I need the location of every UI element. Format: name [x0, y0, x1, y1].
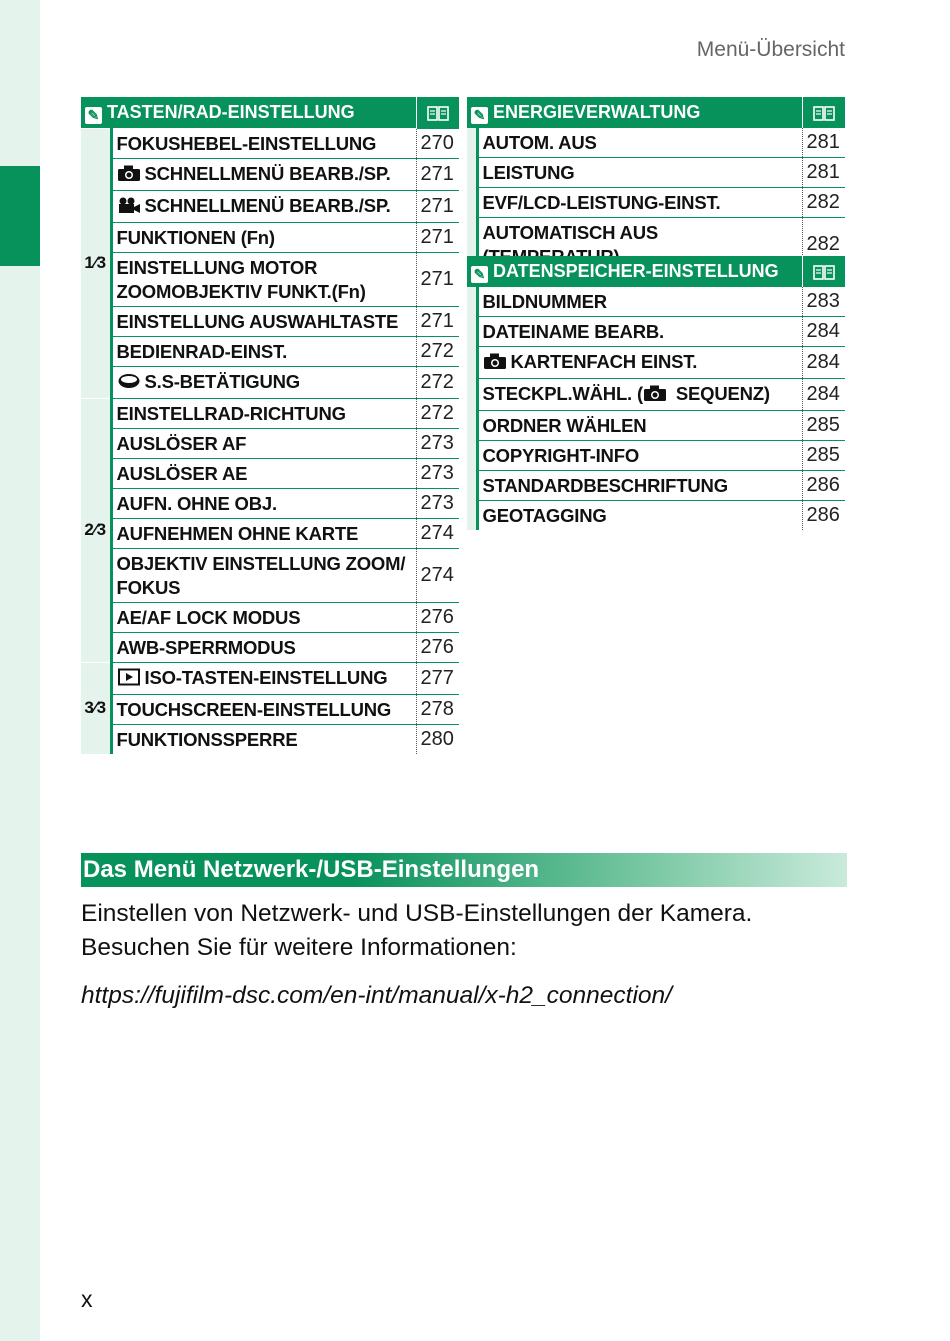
menu-item-label: COPYRIGHT-INFO — [482, 445, 640, 466]
header-label: TASTEN/RAD-EINSTELLUNG — [107, 101, 355, 122]
menu-item-label: KARTENFACH EINST. — [510, 351, 698, 372]
menu-item-label: DATEINAME BEARB. — [482, 321, 664, 342]
page-number: x — [81, 1286, 93, 1312]
menu-table-power — [467, 97, 845, 271]
menu-item-label: STANDARDBESCHRIFTUNG — [482, 475, 728, 496]
menu-item — [477, 128, 802, 158]
page-reference: 284 — [802, 347, 845, 379]
table-row — [81, 662, 459, 694]
menu-item-label: EVF/LCD-LEISTUNG-EINST. — [482, 192, 721, 213]
menu-item — [111, 428, 416, 458]
wrench-icon: ✎ — [85, 107, 102, 124]
menu-item — [111, 366, 416, 398]
page-reference: 274 — [416, 518, 459, 548]
table-side-bar — [467, 287, 477, 530]
menu-item — [477, 379, 802, 411]
table-row — [81, 366, 459, 398]
menu-item-label: BEDIENRAD-EINST. — [116, 340, 288, 362]
menu-item-label: ORDNER WÄHLEN — [482, 415, 647, 436]
menu-item — [477, 158, 802, 188]
page-reference: 271 — [416, 252, 459, 306]
table-row — [81, 398, 459, 428]
page-reference: 272 — [416, 366, 459, 398]
menu-page-indicator: 2⁄3 — [81, 398, 111, 662]
menu-item — [111, 458, 416, 488]
menu-item-label: SCHNELLMENÜ BEARB./SP. — [144, 194, 391, 216]
menu-item — [477, 411, 802, 441]
table-header — [81, 97, 459, 129]
menu-item-label: AUFN. OHNE OBJ. — [116, 492, 277, 514]
menu-item — [477, 347, 802, 379]
table-row — [467, 128, 845, 158]
shutter-dial-icon — [117, 372, 141, 396]
header-label: ENERGIEVERWALTUNG — [493, 101, 701, 122]
menu-page-indicator: 1⁄3 — [81, 129, 111, 399]
wrench-icon: ✎ — [471, 266, 488, 283]
menu-item — [477, 441, 802, 471]
table-header-title — [467, 97, 802, 128]
table-row — [81, 129, 459, 159]
camera-icon — [483, 352, 507, 376]
menu-item-label: EINSTELLRAD-RICHTUNG — [116, 402, 346, 424]
page-reference: 285 — [802, 411, 845, 441]
menu-item-label: AUTOM. AUS — [482, 132, 597, 153]
menu-item-label: FUNKTIONSSPERRE — [116, 728, 298, 750]
menu-item-label: S.S-BETÄTIGUNG — [144, 370, 300, 392]
body-line-1: Einstellen von Netzwerk- und USB-Einstellungen der Kamera. — [81, 900, 753, 927]
table-row — [81, 488, 459, 518]
menu-item-label: LEISTUNG — [482, 162, 575, 183]
menu-item — [111, 158, 416, 190]
wrench-icon: ✎ — [471, 107, 488, 124]
table-row — [81, 222, 459, 252]
table-row — [81, 724, 459, 754]
playback-icon — [117, 668, 141, 692]
page-reference: 282 — [802, 188, 845, 218]
table-row — [467, 411, 845, 441]
menu-page-indicator: 3⁄3 — [81, 662, 111, 754]
table-row — [81, 306, 459, 336]
menu-item-label: AUTOMATISCH AUS — [482, 222, 658, 243]
table-row — [81, 252, 459, 306]
book-icon — [813, 106, 835, 121]
table-row — [467, 441, 845, 471]
table-header-title — [467, 256, 802, 287]
section-body — [81, 897, 861, 965]
table-row — [81, 632, 459, 662]
manual-url-link[interactable]: https://fujifilm-dsc.com/en-int/manual/x-h2_connection/ — [81, 982, 672, 1009]
table-row — [81, 518, 459, 548]
menu-item — [111, 129, 416, 159]
menu-item — [111, 222, 416, 252]
page-ref-header — [802, 256, 845, 287]
menu-item-label: AWB-SPERRMODUS — [116, 636, 296, 658]
menu-item — [477, 317, 802, 347]
page-reference: 280 — [416, 724, 459, 754]
page-reference: 284 — [802, 317, 845, 347]
menu-item — [111, 336, 416, 366]
page-reference: 278 — [416, 694, 459, 724]
table-header — [467, 97, 845, 128]
book-icon — [813, 265, 835, 280]
table-row — [81, 336, 459, 366]
menu-item-label: AE/AF LOCK MODUS — [116, 606, 301, 628]
header-label: DATENSPEICHER-EINSTELLUNG — [493, 260, 779, 281]
body-line-2: Besuchen Sie für weitere Informationen: — [81, 934, 517, 961]
table-row — [467, 471, 845, 501]
menu-item — [111, 488, 416, 518]
table-row — [81, 602, 459, 632]
table-row — [81, 548, 459, 602]
running-head: Menü-Übersicht — [696, 38, 845, 61]
menu-table-buttons-dials — [81, 97, 459, 754]
menu-item-label: FOKUSHEBEL-EINSTELLUNG — [116, 132, 377, 154]
menu-item-label: ISO-TASTEN-EINSTELLUNG — [144, 666, 388, 688]
menu-item-label: AUSLÖSER AF — [116, 432, 247, 454]
menu-item — [111, 252, 416, 306]
menu-item — [111, 602, 416, 632]
page-reference: 271 — [416, 158, 459, 190]
menu-item — [111, 190, 416, 222]
menu-item-label: AUSLÖSER AE — [116, 462, 248, 484]
menu-item-label: AUFNEHMEN OHNE KARTE — [116, 522, 359, 544]
table-row — [81, 694, 459, 724]
page-reference: 271 — [416, 306, 459, 336]
page-reference: 274 — [416, 548, 459, 602]
page-reference: 270 — [416, 129, 459, 159]
menu-item — [111, 724, 416, 754]
page-reference: 281 — [802, 128, 845, 158]
table-row — [81, 190, 459, 222]
book-icon — [427, 106, 449, 121]
menu-table-data-storage — [467, 256, 845, 530]
menu-item-label: GEOTAGGING — [482, 505, 607, 526]
menu-item-label: BILDNUMMER — [482, 291, 607, 312]
page-reference: 286 — [802, 501, 845, 531]
table-row — [467, 501, 845, 531]
page-reference: 284 — [802, 379, 845, 411]
page-reference: 273 — [416, 488, 459, 518]
page-reference: 276 — [416, 602, 459, 632]
menu-item — [477, 471, 802, 501]
menu-item-label: FUNKTIONEN (Fn) — [116, 226, 275, 248]
menu-item — [111, 632, 416, 662]
page-reference: 273 — [416, 458, 459, 488]
table-row — [467, 379, 845, 411]
page-ref-header — [416, 97, 459, 129]
menu-item-label: EINSTELLUNG AUSWAHLTASTE — [116, 310, 399, 332]
camera-icon — [117, 164, 141, 188]
menu-item — [111, 694, 416, 724]
table-row — [467, 158, 845, 188]
page-reference: 281 — [802, 158, 845, 188]
menu-item — [111, 306, 416, 336]
table-row — [467, 347, 845, 379]
menu-item-label: TOUCHSCREEN-EINSTELLUNG — [116, 698, 392, 720]
page-reference: 271 — [416, 190, 459, 222]
menu-item — [477, 287, 802, 317]
table-row — [81, 158, 459, 190]
table-row — [467, 287, 845, 317]
menu-item — [111, 548, 416, 602]
section-heading-bar — [81, 853, 847, 887]
table-row — [81, 428, 459, 458]
menu-item — [111, 398, 416, 428]
table-header — [467, 256, 845, 287]
table-row — [81, 458, 459, 488]
section-title: Das Menü Netzwerk-/USB-Einstellungen — [83, 856, 540, 883]
table-row — [467, 317, 845, 347]
page-reference: 272 — [416, 336, 459, 366]
page-reference: 277 — [416, 662, 459, 694]
page-ref-header — [802, 97, 845, 128]
menu-item — [111, 518, 416, 548]
menu-item — [477, 188, 802, 218]
page-reference: 285 — [802, 441, 845, 471]
chapter-tab — [0, 166, 40, 266]
table-side-bar — [467, 128, 477, 271]
movie-camera-icon — [117, 196, 141, 220]
menu-item-label: SCHNELLMENÜ BEARB./SP. — [144, 162, 391, 184]
page-reference: 273 — [416, 428, 459, 458]
page-reference: 283 — [802, 287, 845, 317]
page-reference: 271 — [416, 222, 459, 252]
page-reference: 282 — [802, 218, 845, 272]
table-header-title — [81, 97, 416, 129]
camera-icon — [643, 384, 667, 408]
menu-item-label: STECKPL.WÄHL. ( — [482, 383, 643, 404]
menu-item-label: EINSTELLUNG MOTOR ZOOMOBJEKTIV FUNKT.(Fn) — [116, 256, 366, 302]
menu-item-label: OBJEKTIV EINSTELLUNG ZOOM/ FOKUS — [116, 552, 406, 598]
page-reference: 286 — [802, 471, 845, 501]
page-reference: 276 — [416, 632, 459, 662]
page-reference: 272 — [416, 398, 459, 428]
menu-item — [477, 501, 802, 531]
table-row — [467, 188, 845, 218]
menu-item — [111, 662, 416, 694]
menu-item-label-suffix: SEQUENZ) — [670, 383, 770, 404]
